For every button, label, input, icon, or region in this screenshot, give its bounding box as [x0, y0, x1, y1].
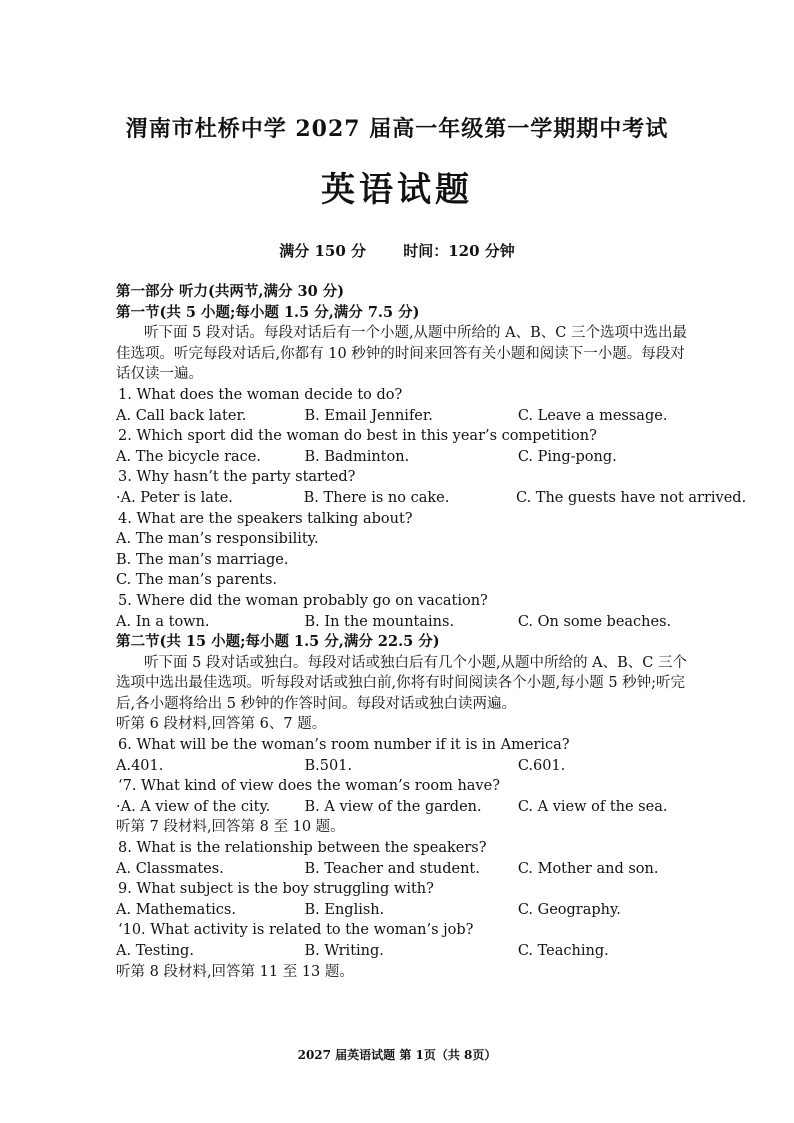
question-stem: 8. What is the relationship between the speakers?	[118, 840, 487, 857]
option-a: A.401.	[116, 757, 164, 774]
question-options	[116, 488, 746, 509]
option-a: A. Mathematics.	[116, 901, 236, 918]
passage-note: 听第 7 段材料,回答第 8 至 10 题。	[116, 819, 345, 836]
exam-meta	[0, 240, 794, 261]
question-options	[116, 612, 746, 633]
instructions-line: 话仅读一遍。	[116, 366, 203, 383]
question-stem: 3. Why hasn’t the party started?	[118, 469, 356, 486]
option-b: B. In the mountains.	[304, 613, 455, 630]
option-b: B.501.	[304, 757, 353, 774]
option-b: B. Writing.	[304, 943, 384, 959]
option-a: A. Call back later.	[116, 407, 247, 424]
section-heading: 第二节(共 15 小题;每小题 1.5 分,满分 22.5 分)	[116, 633, 440, 651]
option-b: B. Badminton.	[304, 448, 410, 465]
page-footer: 2027 届英语试题 第 1页（共 8页）	[297, 1048, 497, 1062]
question-stem: 1. What does the woman decide to do?	[118, 386, 403, 403]
option-c: C. On some beaches.	[517, 613, 672, 630]
option-a: A. Classmates.	[116, 860, 224, 877]
question-stem: 2. Which sport did the woman do best in this year’s competition?	[118, 428, 597, 445]
option-b: B. Email Jennifer.	[304, 407, 433, 424]
question-stem: 9. What subject is the boy struggling with?	[118, 881, 434, 898]
option-c: C. The man’s parents.	[116, 572, 278, 589]
instructions-line: 听下面 5 段对话。每段对话后有一个小题,从题中所给的 A、B、C 三个选项中选出最	[144, 325, 687, 342]
question-stem: 4. What are the speakers talking about?	[118, 510, 413, 527]
option-b: B. English.	[304, 901, 385, 918]
option-a: A. The bicycle race.	[116, 448, 261, 465]
instructions-line: 后,各小题将给出 5 秒钟的作答时间。每段对话或独白读两遍。	[116, 695, 517, 712]
option-b: B. The man’s marriage.	[116, 551, 289, 568]
question-stem: 6. What will be the woman’s room number if it is in America?	[118, 737, 570, 754]
option-c: C. Mother and son.	[517, 860, 659, 877]
question-options	[116, 447, 746, 468]
passage-note: 听第 8 段材料,回答第 11 至 13 题。	[116, 963, 354, 980]
passage-note: 听第 6 段材料,回答第 6、7 题。	[116, 716, 327, 733]
time-limit: 时间：120 分钟	[403, 242, 515, 260]
option-a: ·A. Peter is late.	[116, 489, 233, 506]
option-b: B. Teacher and student.	[304, 860, 480, 877]
option-a: A. The man’s responsibility.	[116, 531, 319, 548]
option-c: C. Geography.	[517, 901, 621, 918]
option-c: C. Ping-pong.	[517, 448, 617, 465]
option-b: B. There is no cake.	[303, 489, 450, 506]
option-a: A. In a town.	[116, 613, 210, 630]
full-score: 满分 150 分	[279, 242, 366, 260]
option-c: C.601.	[517, 757, 566, 774]
question-options	[116, 756, 746, 777]
question-options	[116, 900, 746, 921]
option-a: ·A. A view of the city.	[116, 798, 271, 815]
section-heading: 第一节(共 5 小题;每小题 1.5 分,满分 7.5 分)	[116, 303, 420, 321]
question-options	[116, 859, 746, 880]
part-heading: 第一部分 听力(共两节,满分 30 分)	[116, 283, 345, 300]
option-c: C. Teaching.	[517, 943, 609, 959]
question-options	[116, 941, 746, 962]
option-c: C. The guests have not arrived.	[516, 489, 747, 506]
option-c: C. Leave a message.	[517, 407, 668, 424]
question-stem: ‘7. What kind of view does the woman’s room have?	[118, 778, 500, 795]
question-stem: 5. Where did the woman probably go on vacation?	[118, 592, 488, 609]
instructions-line: 选项中选出最佳选项。听每段对话或独白前,你将有时间阅读各个小题,每小题 5 秒钟;听完	[116, 675, 686, 692]
instructions-line: 佳选项。听完每段对话后,你都有 10 秒钟的时间来回答有关小题和阅读下一小题。每段对	[116, 345, 685, 362]
question-stem: ‘10. What activity is related to the woman’s job?	[118, 922, 474, 939]
option-b: B. A view of the garden.	[304, 798, 482, 815]
school-title: 渭南市杜桥中学 2027 届高一年级第一学期期中考试	[125, 116, 669, 142]
subject-title: 英语试题	[321, 170, 473, 210]
instructions-line: 听下面 5 段对话或独白。每段对话或独白后有几个小题,从题中所给的 A、B、C 三个	[144, 654, 687, 671]
question-options	[116, 797, 746, 818]
question-options	[116, 406, 746, 427]
exam-content	[116, 282, 746, 982]
option-a: A. Testing.	[116, 943, 194, 959]
option-c: C. A view of the sea.	[517, 798, 668, 815]
